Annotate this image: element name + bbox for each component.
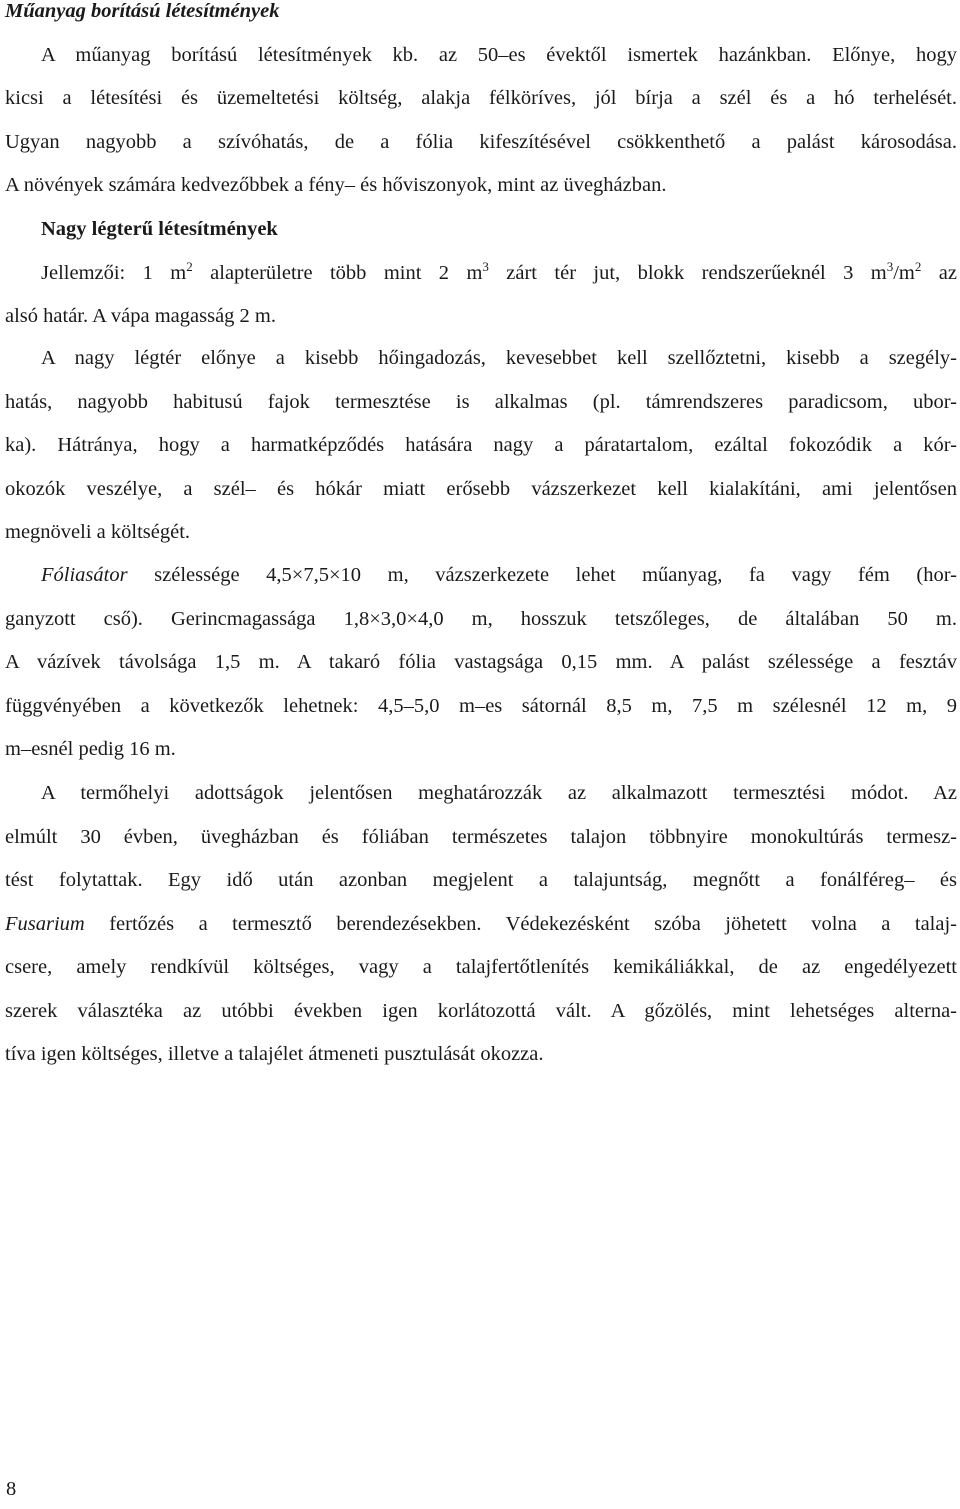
paragraph-line: kicsi a létesítési és üzemeltetési költség, alakja félköríves, jól bírja a szél és a hó terhelését.: [5, 87, 957, 109]
text-run: fertőzés a termesztő berendezésekben. Védekezésként szóba jöhetett volna a talaj-: [84, 912, 957, 935]
text-run: zárt tér jut, blokk rendszerűeknél 3 m: [488, 261, 887, 284]
section-heading: Nagy légterű létesítmények: [41, 218, 278, 240]
paragraph-line: függvényében a következők lehetnek: 4,5–5,0 m–es sátornál 8,5 m, 7,5 m szélesnél 12 m, 9: [5, 694, 957, 717]
section-plastic-covered: [5, 0, 957, 208]
paragraph-line: megnöveli a költségét.: [5, 521, 191, 543]
section-heading: Műanyag borítású létesítmények: [5, 0, 280, 22]
paragraph-line: tíva igen költséges, illetve a talajélet átmeneti pusztulását okozza.: [5, 1043, 544, 1065]
text-run: szélessége 4,5×7,5×10 m, vázszerkezete lehet műanyag, fa vagy fém (hor-: [127, 564, 957, 586]
paragraph-line: hatás, nagyobb habitusú fajok termesztése is alkalmas (pl. támrendszeres paradicsom, ubor-: [5, 390, 957, 413]
superscript: 3: [482, 258, 489, 274]
term-emphasis: Fóliasátor: [41, 564, 128, 586]
superscript: 2: [186, 258, 193, 274]
paragraph-line: elmúlt 30 évben, üvegházban és fóliában természetes talajon többnyire monokultúrás termesz-: [5, 825, 957, 848]
section-advantages: [5, 337, 957, 555]
paragraph-line: Ugyan nagyobb a szívóhatás, de a fólia kifeszítésével csökkenthető a palást károsodása.: [5, 130, 957, 153]
text-run: az: [921, 261, 957, 284]
section-large-airspace: [5, 208, 957, 339]
text-run: alapterületre több mint 2 m: [192, 261, 483, 284]
paragraph-line: A termőhelyi adottságok jelentősen meghatározzák az alkalmazott termesztési módot. Az: [41, 782, 957, 804]
paragraph-line: ganyzott cső). Gerincmagassága 1,8×3,0×4,0 m, hosszuk tetszőleges, de általában 50 m.: [5, 607, 957, 630]
paragraph-line: [5, 903, 957, 947]
paragraph-line: tést folytattak. Egy idő után azonban megjelent a talajuntság, megnőtt a fonálféreg– és: [5, 869, 957, 891]
paragraph-line: alsó határ. A vápa magasság 2 m.: [5, 305, 276, 327]
paragraph-line: ka). Hátránya, hogy a harmatképződés hatására nagy a páratartalom, ezáltal fokozódik a kór-: [5, 434, 957, 456]
paragraph-line: [5, 554, 957, 598]
section-foil-tent: [5, 554, 957, 772]
paragraph-line: csere, amely rendkívül költséges, vagy a talajfertőtlenítés kemikáliákkal, de az engedélyezett: [5, 956, 957, 978]
paragraph-line: szerek választéka az utóbbi években igen korlátozottá vált. A gőzölés, mint lehetséges alterna-: [5, 999, 957, 1022]
paragraph-line: A vázívek távolsága 1,5 m. A takaró fólia vastagsága 0,15 mm. A palást szélessége a fesztáv: [5, 651, 957, 673]
paragraph-line: A növények számára kedvezőbbek a fény– és hőviszonyok, mint az üvegházban.: [5, 174, 667, 196]
section-site-conditions: [5, 772, 957, 1077]
page-number: 8: [6, 1478, 17, 1500]
paragraph-line: m–esnél pedig 16 m.: [5, 738, 176, 760]
species-name: Fusarium: [5, 912, 85, 935]
text-run: Jellemzői: 1 m: [41, 261, 187, 284]
paragraph-line: A nagy légtér előnye a kisebb hőingadozás, kevesebbet kell szellőztetni, kisebb a szegély-: [41, 347, 957, 369]
paragraph-line: okozók veszélye, a szél– és hókár miatt erősebb vázszerkezet kell kialakítáni, ami jelentősen: [5, 477, 957, 500]
paragraph-line: A műanyag borítású létesítmények kb. az 50–es évektől ismertek hazánkban. Előnye, hogy: [41, 43, 957, 66]
superscript: 3: [886, 258, 894, 274]
text-run: /m: [893, 261, 915, 284]
superscript: 2: [914, 258, 922, 274]
paragraph-line: [5, 252, 957, 296]
